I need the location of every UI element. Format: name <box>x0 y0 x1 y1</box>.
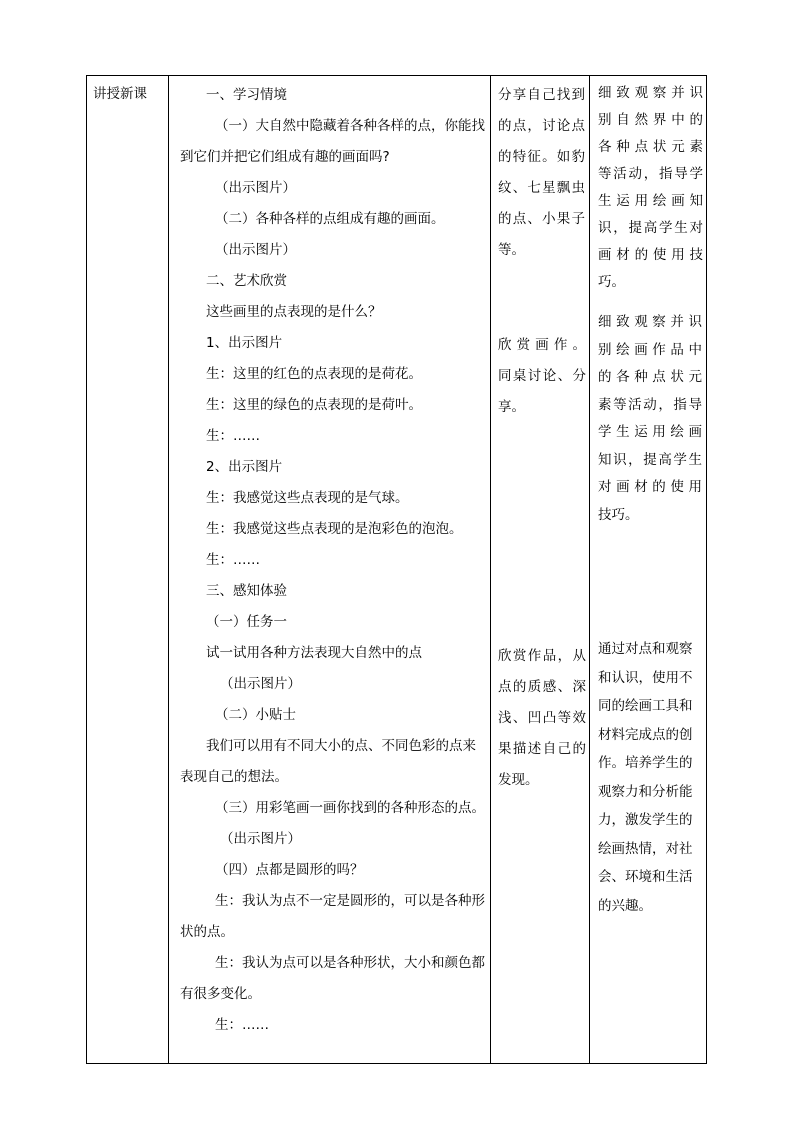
text-line: 别自然界中的 <box>598 112 703 128</box>
design-intent-cell <box>590 76 707 1063</box>
section-label: 讲授新课 <box>93 86 147 102</box>
text-line: 的各种点状元 <box>598 369 702 385</box>
text-line: 细致观察并识 <box>598 314 702 330</box>
text-line: 等活动，指导学 <box>598 166 703 182</box>
teacher-line: 三、感知体验 <box>206 583 287 599</box>
teacher-line: （三）用彩笔画一画你找到的各种形态的点。 <box>215 800 485 816</box>
text-line: 浅、凹凸等效 <box>498 710 586 726</box>
text-line: 的特征。如豹 <box>498 149 585 165</box>
text-line: 对画材的使用 <box>598 479 702 495</box>
text-line: 享。 <box>498 399 525 415</box>
teacher-line: 我们可以用有不同大小的点、不同色彩的点来 <box>206 738 476 754</box>
lesson-plan-table <box>86 75 707 1064</box>
teacher-line: （一）任务一 <box>206 614 287 630</box>
text-line: 巧。 <box>598 274 625 290</box>
teacher-line: （二）各种各样的点组成有趣的画面。 <box>215 211 445 227</box>
text-line: 的点，讨论点 <box>498 118 585 134</box>
text-line: 的点、小果子 <box>498 211 585 227</box>
teacher-line: （出示图片） <box>220 676 301 692</box>
text-line: 分享自己找到 <box>498 87 585 103</box>
text-line: 识，提高学生对 <box>598 220 703 236</box>
teacher-line: 二、艺术欣赏 <box>206 273 287 289</box>
teacher-line: 有很多变化。 <box>180 986 261 1002</box>
text-line: 点的质感、深 <box>498 679 586 695</box>
text-line: 素等活动，指导 <box>598 396 702 413</box>
text-line: 纹、七星飘虫 <box>498 180 585 196</box>
student-activity-block-2 <box>498 330 586 423</box>
teacher-line: 到它们并把它们组成有趣的画面吗? <box>180 149 390 165</box>
student-activity-cell <box>491 76 589 1063</box>
teacher-line: 生：…… <box>206 428 260 444</box>
teacher-line: 生：我感觉这些点表现的是气球。 <box>206 490 409 506</box>
text-line: 果描述自己的 <box>498 741 586 757</box>
text-line: 等。 <box>498 242 525 258</box>
teacher-line: 生：…… <box>215 1017 269 1033</box>
teacher-line: 这些画里的点表现的是什么？ <box>206 304 382 320</box>
teacher-line: 状的点。 <box>180 924 234 940</box>
teacher-line: 生：我认为点可以是各种形状，大小和颜色都 <box>215 955 485 971</box>
text-line: 画材的使用技 <box>598 247 703 263</box>
teacher-line: 试一试用各种方法表现大自然中的点 <box>206 645 422 661</box>
student-activity-block-3 <box>498 641 586 796</box>
text-line: 各种点状元素 <box>598 139 703 155</box>
teacher-line: 一、学习情境 <box>206 87 287 103</box>
teacher-line: （一）大自然中隐藏着各种各样的点，你能找 <box>215 118 485 134</box>
teacher-activity-cell <box>169 76 490 1063</box>
teacher-line: （出示图片） <box>220 831 301 847</box>
text-line: 生运用绘画知 <box>598 193 703 209</box>
text-line: 细致观察并识 <box>598 85 703 101</box>
student-activity-block-1 <box>498 80 585 266</box>
text-line: 学生运用绘画 <box>598 424 702 440</box>
teacher-line: 表现自己的想法。 <box>180 769 288 785</box>
text-line: 发现。 <box>498 772 539 788</box>
text-line: 欣赏画作。 <box>498 337 586 353</box>
teacher-line: 生：这里的红色的点表现的是荷花。 <box>206 366 422 382</box>
teacher-line: 生：这里的绿色的点表现的是荷叶。 <box>206 397 422 413</box>
teacher-line: （二）小贴士 <box>215 707 296 723</box>
design-intent-block-3: 通过对点和观察和认识，使用不同的绘画工具和材料完成点的创作。培养学生的观察力和分析能力，激发学生的绘画热情，对社会、环境和生活的兴趣。 <box>598 641 693 914</box>
teacher-line: （出示图片） <box>215 180 296 196</box>
teacher-line: 1、出示图片 <box>206 335 283 351</box>
design-intent-block-1 <box>598 80 703 296</box>
teacher-line: （四）点都是圆形的吗？ <box>215 862 364 878</box>
design-intent-block-2 <box>598 309 702 529</box>
text-line: 别绘画作品中 <box>598 341 702 358</box>
teacher-line: 生：…… <box>206 552 260 568</box>
text-line: 知识，提高学生 <box>598 451 702 468</box>
section-label-cell <box>87 76 168 1063</box>
teacher-line: 生：我认为点不一定是圆形的，可以是各种形 <box>215 893 485 909</box>
teacher-line: 2、出示图片 <box>206 459 283 475</box>
text-line: 技巧。 <box>598 506 639 523</box>
teacher-line: 生：我感觉这些点表现的是泡彩色的泡泡。 <box>206 521 463 537</box>
text-line: 欣赏作品，从 <box>498 648 586 664</box>
text-line: 同桌讨论、分 <box>498 368 586 384</box>
teacher-line: （出示图片） <box>215 242 296 258</box>
